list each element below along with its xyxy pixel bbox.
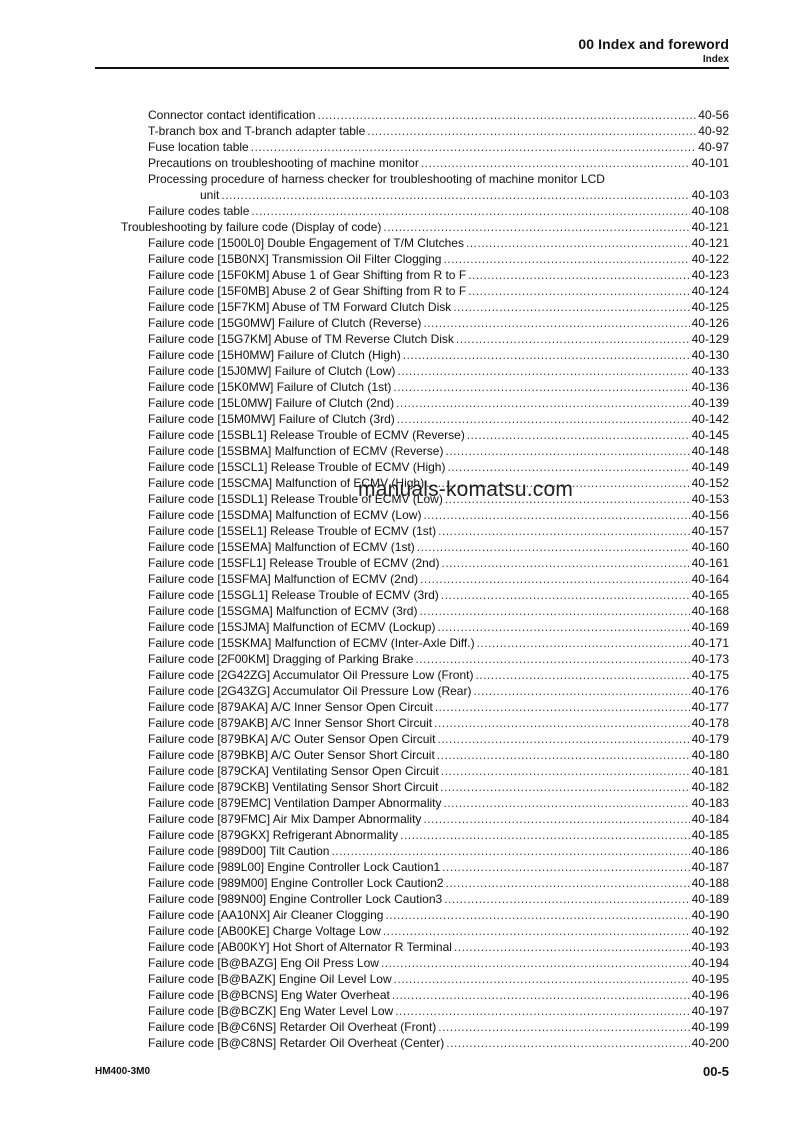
toc-entry-page: 40-139 bbox=[691, 396, 729, 410]
toc-entry-page: 40-126 bbox=[691, 316, 729, 330]
toc-entry bbox=[148, 363, 729, 379]
toc-entry-text: Failure code [879GKX] Refrigerant Abnormality bbox=[148, 828, 399, 842]
toc-entry-text: Failure code [15SBMA] Malfunction of ECMV (Reverse) bbox=[148, 444, 444, 458]
toc-leader-dots bbox=[468, 283, 689, 299]
footer-page-number: 00-5 bbox=[702, 1064, 729, 1079]
toc-leader-dots bbox=[454, 939, 690, 955]
toc-entry-page: 40-125 bbox=[691, 300, 729, 314]
toc-entry bbox=[148, 811, 729, 827]
toc-entry bbox=[148, 203, 729, 219]
toc-entry-text: Failure code [15SCMA] Malfunction of ECMV (High) bbox=[148, 476, 425, 490]
toc-entry-text: Failure code [989L00] Engine Controller Lock Caution1 bbox=[148, 860, 441, 874]
toc-entry bbox=[148, 107, 729, 123]
toc-leader-dots bbox=[423, 315, 689, 331]
toc-entry-page: 40-181 bbox=[691, 764, 729, 778]
toc-entry-text: Failure code [15SJMA] Malfunction of ECMV (Lockup) bbox=[148, 620, 436, 634]
toc-entry-text: Failure code [B@BCZK] Eng Water Level Low bbox=[148, 1004, 394, 1018]
toc-leader-dots bbox=[394, 971, 690, 987]
toc-entry-text: Processing procedure of harness checker for troubleshooting of machine monitor LCD bbox=[148, 172, 605, 186]
toc-entry bbox=[148, 891, 729, 907]
toc-entry-text: Failure code [15F7KM] Abuse of TM Forward Clutch Disk bbox=[148, 300, 452, 314]
toc-entry-text: Failure code [989M00] Engine Controller Lock Caution2 bbox=[148, 876, 444, 890]
toc-entry-page: 40-183 bbox=[691, 796, 729, 810]
toc-entry-page: 40-184 bbox=[691, 812, 729, 826]
toc-entry-text: Failure code [15L0MW] Failure of Clutch (2nd) bbox=[148, 396, 395, 410]
toc-entry bbox=[148, 747, 729, 763]
toc-entry bbox=[148, 619, 729, 635]
toc-entry-page: 40-185 bbox=[691, 828, 729, 842]
toc-entry-page: 40-123 bbox=[691, 268, 729, 282]
toc-entry-page: 40-178 bbox=[691, 716, 729, 730]
toc-entry-page: 40-182 bbox=[691, 780, 729, 794]
toc-leader-dots bbox=[441, 763, 690, 779]
toc-leader-dots bbox=[441, 555, 689, 571]
toc-leader-dots bbox=[445, 443, 689, 459]
toc-leader-dots bbox=[444, 891, 689, 907]
toc-entry-page: 40-173 bbox=[691, 652, 729, 666]
toc-entry bbox=[148, 955, 729, 971]
toc-entry-page: 40-179 bbox=[691, 732, 729, 746]
toc-entry bbox=[148, 459, 729, 475]
toc-entry-page: 40-124 bbox=[691, 284, 729, 298]
toc-entry-page: 40-176 bbox=[691, 684, 729, 698]
toc-leader-dots bbox=[367, 123, 696, 139]
toc-entry-text: Failure code [15SFL1] Release Trouble of ECMV (2nd) bbox=[148, 556, 440, 570]
toc-entry bbox=[148, 603, 729, 619]
toc-entry-text: Failure code [AB00KE] Charge Voltage Low bbox=[148, 924, 381, 938]
toc-leader-dots bbox=[392, 987, 690, 1003]
toc-entry-text: Failure code [15SDMA] Malfunction of ECMV (Low) bbox=[148, 508, 422, 522]
toc-entry-page: 40-193 bbox=[691, 940, 729, 954]
toc-entry bbox=[148, 939, 729, 955]
toc-leader-dots bbox=[441, 587, 690, 603]
toc-entry-page: 40-142 bbox=[691, 412, 729, 426]
toc-leader-dots bbox=[440, 779, 689, 795]
toc-leader-dots bbox=[421, 155, 690, 171]
toc-entry-page: 40-192 bbox=[691, 924, 729, 938]
toc-entry-text: Failure code [879FMC] Air Mix Damper Abnormality bbox=[148, 812, 422, 826]
toc-entry bbox=[148, 443, 729, 459]
toc-entry-page: 40-101 bbox=[691, 156, 729, 170]
toc-entry-text: Connector contact identification bbox=[148, 108, 316, 122]
toc-entry bbox=[148, 795, 729, 811]
toc-entry bbox=[148, 539, 729, 555]
toc-leader-dots bbox=[467, 427, 690, 443]
toc-entry-page: 40-187 bbox=[691, 860, 729, 874]
toc-leader-dots bbox=[383, 923, 690, 939]
toc-leader-dots bbox=[442, 859, 689, 875]
footer-model: HM400-3M0 bbox=[95, 1066, 151, 1077]
toc-leader-dots bbox=[468, 267, 689, 283]
toc-entry-text: Failure codes table bbox=[148, 204, 250, 218]
toc-entry bbox=[148, 299, 729, 315]
toc-entry bbox=[148, 827, 729, 843]
toc-leader-dots bbox=[438, 523, 689, 539]
toc-entry bbox=[148, 283, 729, 299]
toc-entry-text: Failure code [15SGL1] Release Trouble of ECMV (3rd) bbox=[148, 588, 439, 602]
toc-entry bbox=[148, 875, 729, 891]
toc-entry-page: 40-133 bbox=[691, 364, 729, 378]
toc-entry-text: Failure code [B@BAZG] Eng Oil Press Low bbox=[148, 956, 379, 970]
toc-leader-dots bbox=[221, 187, 689, 203]
toc-entry-page: 40-171 bbox=[691, 636, 729, 650]
toc-entry-text: Failure code [15F0MB] Abuse 2 of Gear Shifting from R to F bbox=[148, 284, 467, 298]
toc-entry bbox=[148, 683, 729, 699]
toc-entry-page: 40-169 bbox=[691, 620, 729, 634]
toc-leader-dots bbox=[473, 683, 689, 699]
toc-entry-text: T-branch box and T-branch adapter table bbox=[148, 124, 366, 138]
toc-entry-page: 40-194 bbox=[691, 956, 729, 970]
toc-entry-page: 40-180 bbox=[691, 748, 729, 762]
toc-entry bbox=[148, 523, 729, 539]
toc-entry bbox=[148, 155, 729, 171]
toc-entry bbox=[148, 763, 729, 779]
toc-leader-dots bbox=[437, 731, 689, 747]
toc-entry-text: Failure code [879CKB] Ventilating Sensor Short Circuit bbox=[148, 780, 439, 794]
toc-leader-dots bbox=[383, 219, 689, 235]
toc-entry-text: Failure code [B@BAZK] Engine Oil Level Low bbox=[148, 972, 392, 986]
toc-leader-dots bbox=[437, 747, 690, 763]
watermark: manuals-komatsu.com bbox=[358, 478, 574, 501]
toc-entry-page: 40-200 bbox=[691, 1036, 729, 1050]
toc-entry-page: 40-196 bbox=[691, 988, 729, 1002]
toc-entry bbox=[148, 971, 729, 987]
toc-entry bbox=[200, 187, 729, 203]
toc-entry bbox=[148, 699, 729, 715]
toc-entry-page: 40-156 bbox=[691, 508, 729, 522]
toc-entry-page: 40-164 bbox=[691, 572, 729, 586]
toc-entry-page: 40-92 bbox=[698, 124, 729, 138]
toc-entry-page: 40-177 bbox=[691, 700, 729, 714]
toc-leader-dots bbox=[438, 1019, 689, 1035]
toc-entry-page: 40-190 bbox=[691, 908, 729, 922]
toc-entry bbox=[148, 571, 729, 587]
toc-entry-page: 40-168 bbox=[691, 604, 729, 618]
toc-entry bbox=[148, 411, 729, 427]
toc-entry-text: Failure code [2G43ZG] Accumulator Oil Pressure Low (Rear) bbox=[148, 684, 472, 698]
toc-leader-dots bbox=[435, 699, 690, 715]
toc-entry-text: Failure code [879AKB] A/C Inner Sensor Short Circuit bbox=[148, 716, 433, 730]
toc-entry bbox=[148, 651, 729, 667]
toc-entry bbox=[148, 587, 729, 603]
toc-entry-page: 40-161 bbox=[691, 556, 729, 570]
toc-leader-dots bbox=[446, 1035, 689, 1051]
toc-entry bbox=[148, 667, 729, 683]
toc-entry bbox=[148, 843, 729, 859]
toc-entry-text: Failure code [15F0KM] Abuse 1 of Gear Shifting from R to F bbox=[148, 268, 467, 282]
toc-entry-page: 40-121 bbox=[691, 220, 729, 234]
toc-leader-dots bbox=[415, 651, 689, 667]
toc-entry-text: unit bbox=[200, 188, 220, 202]
toc-entry-text: Fuse location table bbox=[148, 140, 249, 154]
toc-entry-page: 40-197 bbox=[691, 1004, 729, 1018]
toc-entry-page: 40-149 bbox=[691, 460, 729, 474]
toc-entry bbox=[148, 123, 729, 139]
toc-entry-text: Failure code [15G7KM] Abuse of TM Reverse Clutch Disk bbox=[148, 332, 454, 346]
toc-entry bbox=[148, 267, 729, 283]
toc-entry bbox=[148, 1019, 729, 1035]
toc-leader-dots bbox=[475, 667, 689, 683]
header-rule bbox=[95, 67, 729, 69]
toc-leader-dots bbox=[453, 299, 689, 315]
toc-entry-text: Failure code [15G0MW] Failure of Clutch (Reverse) bbox=[148, 316, 422, 330]
toc-entry-text: Failure code [15SKMA] Malfunction of ECMV (Inter-Axle Diff.) bbox=[148, 636, 475, 650]
toc-entry-page: 40-145 bbox=[691, 428, 729, 442]
toc-entry-text: Failure code [B@BCNS] Eng Water Overheat bbox=[148, 988, 390, 1002]
toc-entry-text: Failure code [15M0MW] Failure of Clutch (3rd) bbox=[148, 412, 395, 426]
toc-leader-dots bbox=[393, 379, 689, 395]
toc-entry-page: 40-136 bbox=[691, 380, 729, 394]
toc-leader-dots bbox=[437, 619, 689, 635]
toc-leader-dots bbox=[434, 715, 689, 731]
toc-entry bbox=[148, 1003, 729, 1019]
toc-leader-dots bbox=[317, 107, 696, 123]
toc-leader-dots bbox=[443, 251, 689, 267]
toc-entry-text: Failure code [AA10NX] Air Cleaner Clogging bbox=[148, 908, 384, 922]
toc-entry-page: 40-189 bbox=[691, 892, 729, 906]
toc-entry bbox=[148, 251, 729, 267]
toc-entry bbox=[148, 731, 729, 747]
toc-entry bbox=[148, 507, 729, 523]
toc-entry-text: Failure code [15K0MW] Failure of Clutch (1st) bbox=[148, 380, 392, 394]
toc-entry-text: Failure code [879AKA] A/C Inner Sensor Open Circuit bbox=[148, 700, 433, 714]
toc-leader-dots bbox=[397, 411, 690, 427]
toc-entry-page: 40-195 bbox=[691, 972, 729, 986]
toc-leader-dots bbox=[417, 539, 690, 555]
toc-entry bbox=[148, 987, 729, 1003]
toc-entry-text: Failure code [15SCL1] Release Trouble of ECMV (High) bbox=[148, 460, 446, 474]
toc-entry-text: Failure code [879BKA] A/C Outer Sensor Open Circuit bbox=[148, 732, 436, 746]
toc-leader-dots bbox=[420, 571, 690, 587]
toc-entry-text: Precautions on troubleshooting of machine monitor bbox=[148, 156, 419, 170]
toc-leader-dots bbox=[251, 203, 689, 219]
toc-leader-dots bbox=[466, 235, 690, 251]
toc-entry-text: Failure code [15SBL1] Release Trouble of ECMV (Reverse) bbox=[148, 428, 465, 442]
toc-leader-dots bbox=[419, 603, 689, 619]
toc-entry bbox=[148, 379, 729, 395]
toc-entry-page: 40-108 bbox=[691, 204, 729, 218]
toc-entry-text: Failure code [15H0MW] Failure of Clutch (High) bbox=[148, 348, 401, 362]
toc-entry-page: 40-129 bbox=[691, 332, 729, 346]
toc-entry-page: 40-153 bbox=[691, 492, 729, 506]
toc-entry-text: Failure code [15SGMA] Malfunction of ECMV (3rd) bbox=[148, 604, 418, 618]
toc-leader-dots bbox=[385, 907, 689, 923]
toc-leader-dots bbox=[403, 347, 690, 363]
toc-entry bbox=[148, 907, 729, 923]
toc-entry-page: 40-186 bbox=[691, 844, 729, 858]
toc-leader-dots bbox=[447, 459, 689, 475]
toc-entry-page: 40-160 bbox=[691, 540, 729, 554]
toc-entry bbox=[148, 635, 729, 651]
toc-entry-text: Failure code [B@C8NS] Retarder Oil Overheat (Center) bbox=[148, 1036, 445, 1050]
toc-entry-text: Troubleshooting by failure code (Display of code) bbox=[121, 220, 382, 234]
toc-entry-text: Failure code [1500L0] Double Engagement of T/M Clutches bbox=[148, 236, 464, 250]
toc-entry bbox=[148, 315, 729, 331]
toc-entry-text: Failure code [15SEMA] Malfunction of ECMV (1st) bbox=[148, 540, 415, 554]
toc-entry-page: 40-175 bbox=[691, 668, 729, 682]
toc-entry-page: 40-130 bbox=[691, 348, 729, 362]
toc-entry-text: Failure code [2F00KM] Dragging of Parking Brake bbox=[148, 652, 414, 666]
toc-entry-page: 40-148 bbox=[691, 444, 729, 458]
toc-leader-dots bbox=[397, 363, 689, 379]
toc-entry bbox=[148, 347, 729, 363]
toc-entry-text: Failure code [879EMC] Ventilation Damper Abnormality bbox=[148, 796, 442, 810]
toc-entry bbox=[148, 235, 729, 251]
toc-leader-dots bbox=[331, 843, 689, 859]
toc-entry bbox=[148, 779, 729, 795]
toc-entry bbox=[121, 219, 729, 235]
toc-leader-dots bbox=[443, 795, 689, 811]
toc-entry-text: Failure code [15B0NX] Transmission Oil Filter Clogging bbox=[148, 252, 442, 266]
toc-entry-text: Failure code [879BKB] A/C Outer Sensor Short Circuit bbox=[148, 748, 435, 762]
toc-entry-page: 40-97 bbox=[698, 140, 729, 154]
toc-entry bbox=[148, 715, 729, 731]
toc-leader-dots bbox=[381, 955, 690, 971]
toc-entry bbox=[148, 859, 729, 875]
toc-entry-page: 40-199 bbox=[691, 1020, 729, 1034]
toc-entry-text: Failure code [15SDL1] Release Trouble of ECMV (Low) bbox=[148, 492, 443, 506]
toc-entry bbox=[148, 923, 729, 939]
toc-entry-text: Failure code [15SEL1] Release Trouble of ECMV (1st) bbox=[148, 524, 437, 538]
toc-entry-text: Failure code [15J0MW] Failure of Clutch (Low) bbox=[148, 364, 396, 378]
toc-entry bbox=[148, 555, 729, 571]
toc-entry-page: 40-165 bbox=[691, 588, 729, 602]
toc-entry-page: 40-56 bbox=[698, 108, 729, 122]
toc-entry-page: 40-188 bbox=[691, 876, 729, 890]
toc-entry-page: 40-103 bbox=[691, 188, 729, 202]
toc-entry bbox=[148, 395, 729, 411]
toc-leader-dots bbox=[400, 827, 690, 843]
toc-entry-text: Failure code [15SFMA] Malfunction of ECMV (2nd) bbox=[148, 572, 419, 586]
toc-entry-page: 40-157 bbox=[691, 524, 729, 538]
toc-entry-text: Failure code [AB00KY] Hot Short of Alternator R Terminal bbox=[148, 940, 452, 954]
toc-leader-dots bbox=[395, 1003, 689, 1019]
toc-entry bbox=[148, 331, 729, 347]
header-subtitle: Index bbox=[702, 54, 729, 65]
toc-entry bbox=[148, 139, 729, 155]
toc-entry-text: Failure code [2G42ZG] Accumulator Oil Pressure Low (Front) bbox=[148, 668, 474, 682]
toc-leader-dots bbox=[423, 507, 689, 523]
toc-entry-text: Failure code [879CKA] Ventilating Sensor Open Circuit bbox=[148, 764, 439, 778]
toc-leader-dots bbox=[477, 635, 690, 651]
header-title: 00 Index and foreword bbox=[578, 36, 729, 52]
toc-leader-dots bbox=[423, 811, 689, 827]
toc-leader-dots bbox=[396, 395, 690, 411]
toc-entry-text: Failure code [989D00] Tilt Caution bbox=[148, 844, 330, 858]
toc-leader-dots bbox=[456, 331, 690, 347]
toc-entry-page: 40-152 bbox=[691, 476, 729, 490]
toc-entry bbox=[148, 427, 729, 443]
toc-entry bbox=[148, 1035, 729, 1051]
toc-leader-dots bbox=[251, 139, 697, 155]
toc-entry-text: Failure code [989N00] Engine Controller Lock Caution3 bbox=[148, 892, 443, 906]
toc-entry-page: 40-122 bbox=[691, 252, 729, 266]
toc-entry-text: Failure code [B@C6NS] Retarder Oil Overheat (Front) bbox=[148, 1020, 437, 1034]
toc-leader-dots bbox=[446, 875, 690, 891]
toc-entry-page: 40-121 bbox=[691, 236, 729, 250]
